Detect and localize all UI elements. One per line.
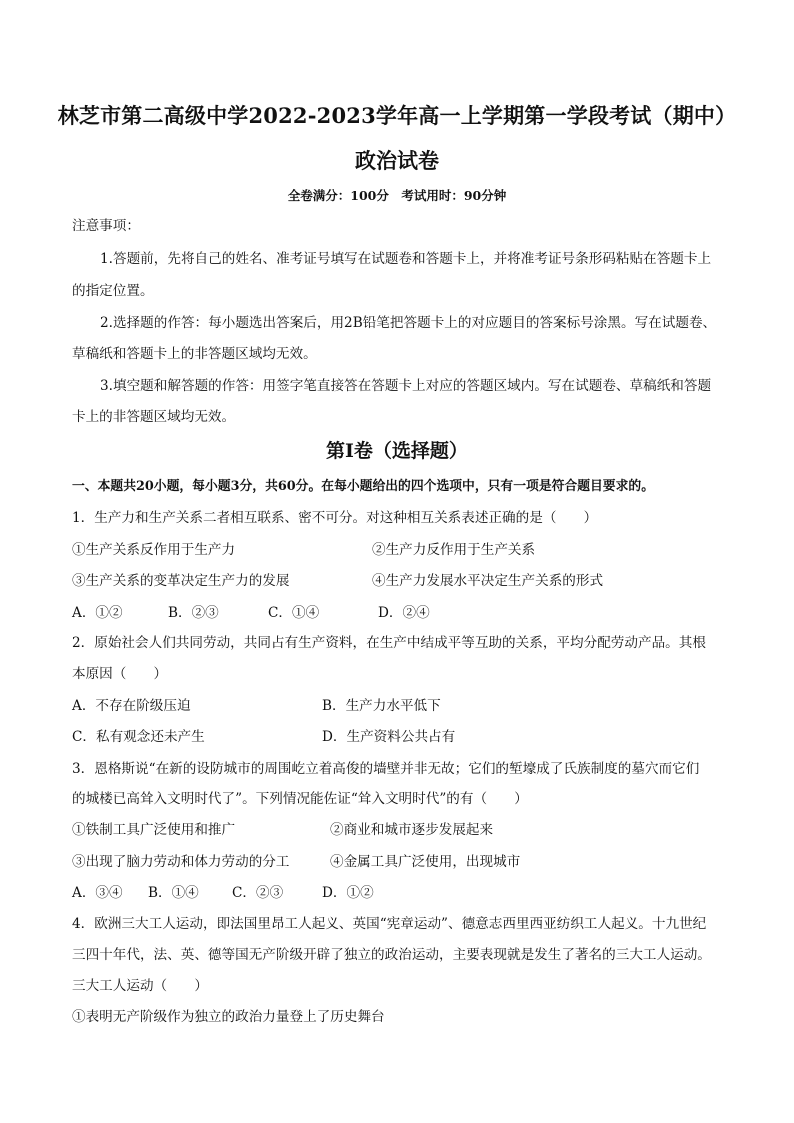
- question-3-stem: 3．恩格斯说“在新的设防城市的周围屹立着高俊的墙壁并非无故；它们的堑壕成了氏族制度的墓穴而它们: [72, 761, 700, 777]
- question-2-option-d: D．生产资料公共占有: [322, 729, 456, 745]
- notice-item-2: 2.选择题的作答：每小题选出答案后，用2B铅笔把答题卡上的对应题目的答案标号涂黑。写在试题卷、: [100, 315, 717, 331]
- question-3-statement-4: ④金属工具广泛使用，出现城市: [330, 854, 521, 870]
- question-1-option-a: A．①②: [72, 605, 123, 621]
- question-2-option-a: A．不存在阶级压迫: [72, 698, 191, 714]
- notice-item-2-cont: 草稿纸和答题卡上的非答题区域均无效。: [72, 346, 317, 362]
- question-3-option-b: B．①④: [148, 885, 199, 901]
- notice-item-1-cont: 的指定位置。: [72, 283, 154, 299]
- question-4-statement-1: ①表明无产阶级作为独立的政治力量登上了历史舞台: [72, 1009, 385, 1025]
- notice-item-1: 1.答题前，先将自己的姓名、准考证号填写在试题卷和答题卡上，并将准考证号条形码粘贴在答题卡上: [100, 251, 712, 267]
- question-3-statement-3: ③出现了脑力劳动和体力劳动的分工: [72, 854, 290, 870]
- question-1-statement-3: ③生产关系的变革决定生产力的发展: [72, 573, 290, 589]
- question-3-statement-1: ①铁制工具广泛使用和推广: [72, 822, 236, 838]
- question-3-option-a: A．③④: [72, 885, 123, 901]
- question-4-stem-cont-1: 三四十年代，法、英、德等国无产阶级开辟了独立的政治运动，主要表现就是发生了著名的三大工人运动。: [72, 947, 711, 963]
- notice-item-3-cont: 卡上的非答题区域均无效。: [72, 409, 236, 425]
- question-1-statement-1: ①生产关系反作用于生产力: [72, 542, 236, 558]
- notice-heading: 注意事项：: [72, 218, 140, 234]
- section-instruction: 一、本题共20小题，每小题3分，共60分。在每小题给出的四个选项中，只有一项是符合题目要求的。: [72, 479, 654, 494]
- question-1-statement-4: ④生产力发展水平决定生产关系的形式: [372, 573, 604, 589]
- question-4-stem-cont-2: 三大工人运动（ ）: [72, 978, 208, 994]
- question-2-stem-cont: 本原因（ ）: [72, 666, 168, 682]
- question-1-statement-2: ②生产力反作用于生产关系: [372, 542, 536, 558]
- question-2-option-b: B．生产力水平低下: [322, 698, 441, 714]
- question-3-statement-2: ②商业和城市逐步发展起来: [330, 822, 494, 838]
- question-1-option-b: B．②③: [168, 605, 219, 621]
- notice-item-3: 3.填空题和解答题的作答：用签字笔直接答在答题卡上对应的答题区域内。写在试题卷、草稿纸和答题: [100, 378, 712, 394]
- question-3-stem-cont: 的城楼已高耸入文明时代了”。下列情况能佐证“耸入文明时代”的有（ ）: [72, 791, 528, 807]
- question-1-stem: 1．生产力和生产关系二者相互联系、密不可分。对这种相互关系表述正确的是（ ）: [72, 510, 598, 526]
- question-4-stem: 4．欧洲三大工人运动，即法国里昂工人起义、英国“宪章运动”、德意志西里西亚纺织工人起义。十九世纪: [72, 916, 707, 932]
- question-3-option-c: C．②③: [232, 885, 284, 901]
- question-1-option-d: D．②④: [378, 605, 430, 621]
- exam-title: 林芝市第二高级中学2022-2023学年高一上学期第一学段考试（期中）: [57, 103, 737, 128]
- score-info: 全卷满分：100分 考试用时：90分钟: [287, 188, 507, 203]
- question-3-option-d: D．①②: [322, 885, 374, 901]
- section-title: 第Ⅰ卷（选择题）: [326, 440, 468, 462]
- question-2-option-c: C．私有观念还未产生: [72, 729, 205, 745]
- exam-subject-title: 政治试卷: [355, 148, 439, 173]
- question-2-stem: 2．原始社会人们共同劳动，共同占有生产资料，在生产中结成平等互助的关系，平均分配劳动产品。其根: [72, 635, 706, 651]
- question-1-option-c: C．①④: [268, 605, 320, 621]
